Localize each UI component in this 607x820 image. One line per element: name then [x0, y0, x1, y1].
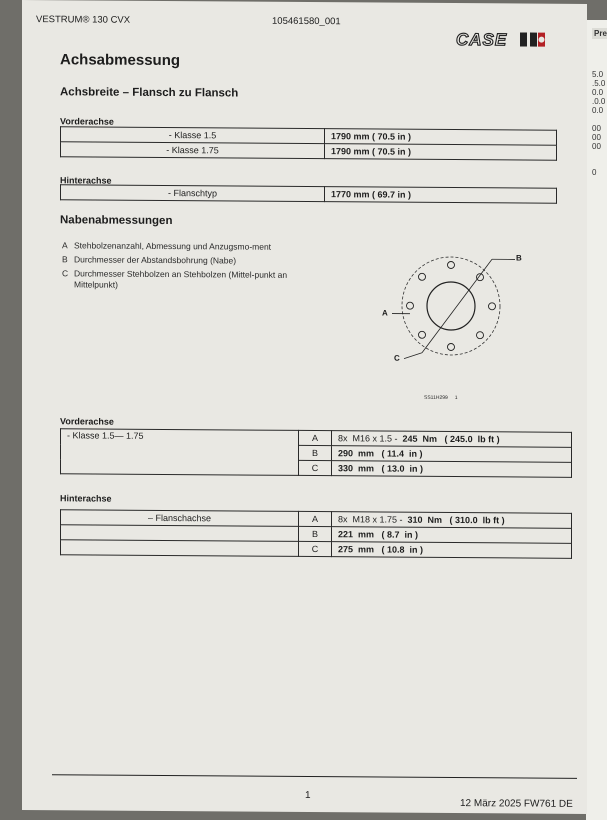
case-ih-logo [454, 29, 550, 50]
table-cell-label: - Klasse 1.5 [61, 127, 325, 144]
table-row [61, 540, 572, 559]
table-cell-label: - Flanschtyp [61, 185, 325, 202]
table-cell-label: - Klasse 1.75 [61, 142, 325, 159]
table-cell-value: 1790 mm ( 70.5 in ) [325, 144, 557, 161]
callout-a: A [382, 309, 388, 318]
table-cell-value [332, 431, 572, 448]
table-row [61, 185, 557, 203]
list-item [62, 240, 292, 253]
table-cell-key: A [299, 430, 332, 445]
document-page [22, 0, 587, 814]
next-page-text: .0.0 [592, 97, 605, 106]
list-item [62, 254, 292, 267]
table-cell-key: C [299, 460, 332, 475]
page-title: Achsabmessung [60, 51, 180, 69]
table-cell-key: A [299, 511, 332, 526]
callout-c: C [394, 354, 400, 363]
next-page-text: 00 [592, 133, 601, 142]
next-page-text: .5.0 [592, 79, 605, 88]
value-bold: 245 Nm ( 245.0 lb ft ) [403, 434, 500, 445]
value-bold: 330 mm ( 13.0 in ) [338, 463, 423, 474]
table-cell-key: C [299, 541, 332, 556]
front-axle-width-table [60, 126, 557, 160]
value-prefix: 8x M16 x 1.5 - [338, 433, 403, 443]
footer-rule [52, 774, 577, 779]
rear-hub-table [60, 509, 572, 559]
document-number: 105461580_001 [272, 16, 341, 27]
next-page-text: 00 [592, 142, 601, 151]
page-number: 1 [305, 790, 311, 801]
rear-axle-heading: Hinterachse [60, 175, 112, 185]
table-cell-value: 1790 mm ( 70.5 in ) [325, 129, 557, 146]
list-item-key: B [62, 254, 74, 265]
list-item-key: A [62, 240, 74, 251]
table-cell-value: 1770 mm ( 69.7 in ) [325, 187, 557, 204]
rear-hub-heading: Hinterachse [60, 493, 112, 503]
table-cell-value [332, 527, 572, 544]
bolt-holes [407, 261, 496, 351]
table-cell-value [332, 446, 572, 463]
table-cell-label: – Flanschachse [61, 510, 299, 527]
hub-legend-list [62, 240, 292, 295]
model-name: VESTRUM® 130 CVX [36, 14, 130, 26]
table-cell-label: - Klasse 1.5— 1.75 [61, 429, 299, 476]
list-item-text: Durchmesser Stehbolzen an Stehbolzen (Mittel-punkt an Mittelpunkt) [74, 268, 292, 292]
list-item-text: Durchmesser der Abstandsbohrung (Nabe) [74, 254, 236, 266]
table-cell-value [332, 512, 572, 529]
next-page-tab: Pre [592, 28, 607, 39]
rear-axle-width-table [60, 184, 557, 203]
table-cell-empty [61, 525, 299, 542]
section-title: Achsbreite – Flansch zu Flansch [60, 86, 238, 99]
table-cell-key: B [299, 445, 332, 460]
list-item [62, 268, 292, 292]
value-prefix: 8x M18 x 1.75 - [338, 514, 408, 524]
next-page-text: 00 [592, 124, 601, 133]
bolt-circle [402, 257, 500, 356]
list-item-key: C [62, 268, 74, 290]
value-bold: 310 Nm ( 310.0 lb ft ) [408, 515, 505, 526]
front-axle-heading: Vorderachse [60, 116, 114, 126]
table-row [61, 142, 557, 160]
table-row [61, 429, 572, 448]
list-item-text: Stehbolzenanzahl, Abmessung und Anzugsmo-ment [74, 240, 271, 252]
svg-text:CASE: CASE [456, 30, 507, 49]
table-cell-value [332, 461, 572, 478]
next-page-text: 0 [592, 168, 596, 177]
diameter-line [422, 259, 492, 353]
value-bold: 275 mm ( 10.8 in ) [338, 544, 423, 555]
callout-b: B [516, 253, 522, 262]
table-cell-key: B [299, 526, 332, 541]
center-bore [427, 282, 475, 330]
next-page-edge [586, 20, 607, 820]
callout-line-c [404, 353, 422, 359]
next-page-text: 0.0 [592, 106, 603, 115]
next-page-text: 0.0 [592, 88, 603, 97]
value-bold: 290 mm ( 11.4 in ) [338, 448, 423, 459]
footer-date-code: 12 März 2025 FW761 DE [460, 798, 573, 810]
table-cell-value [332, 542, 572, 559]
hub-section-title: Nabenabmessungen [60, 214, 172, 227]
hub-bolt-diagram [352, 242, 522, 368]
front-hub-table [60, 428, 572, 478]
figure-caption: SS11H299 1 [424, 395, 458, 401]
next-page-text: 5.0 [592, 70, 603, 79]
front-hub-heading: Vorderachse [60, 416, 114, 426]
value-bold: 221 mm ( 8.7 in ) [338, 529, 418, 540]
table-cell-empty [61, 540, 299, 557]
